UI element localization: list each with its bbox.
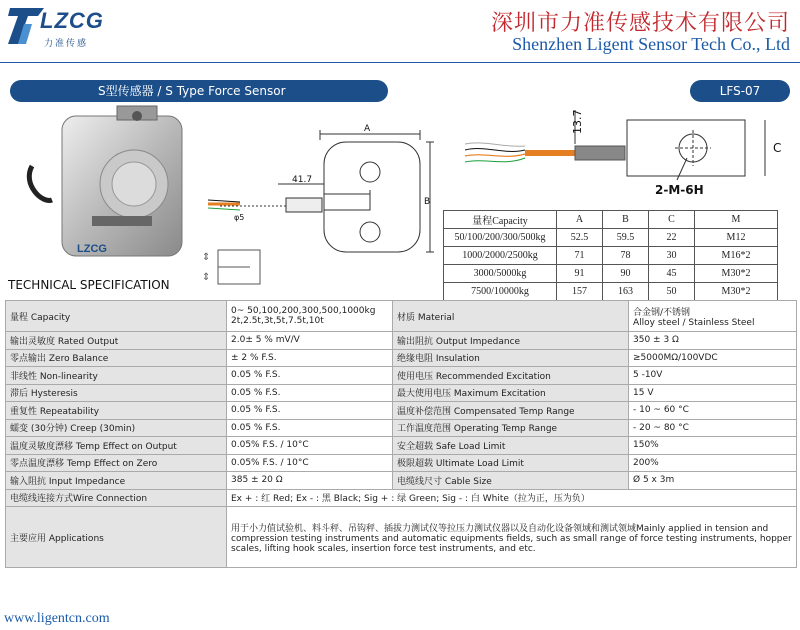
material-line-2: Alloy steel / Stainless Steel (633, 317, 755, 328)
wire-connection-value: Ex + : 红 Red; Ex - : 黑 Black; Sig + : 绿 Green; Sig - : 白 White（拉为正，压为负） (227, 489, 797, 507)
thread-label: 2-M-6H (655, 183, 704, 197)
material-line-1: 合金钢/不锈钢 (633, 307, 691, 318)
spec-value: 2.0± 5 % mV/V (227, 332, 393, 350)
spec-value: 0.05% F.S. / 10°C (227, 437, 393, 455)
dimension-table (443, 210, 778, 301)
table-row (6, 402, 797, 420)
table-row (444, 229, 778, 247)
table-row (444, 265, 778, 283)
spec-label: 材质 Material (393, 301, 629, 332)
top-dimension-drawing (455, 100, 795, 200)
tech-spec-title: TECHNICAL SPECIFICATION (8, 278, 170, 292)
spec-value: - 20 ~ 80 °C (629, 419, 797, 437)
dim-cell: M30*2 (695, 283, 778, 301)
table-row (6, 419, 797, 437)
dim-cell: 1000/2000/2500kg (444, 247, 557, 265)
dim-cell: 50/100/200/300/500kg (444, 229, 557, 247)
spec-value: 350 ± 3 Ω (629, 332, 797, 350)
spec-label: 蠕变 (30分钟) Creep (30min) (6, 419, 227, 437)
company-name-en: Shenzhen Ligent Sensor Tech Co., Ltd (512, 34, 790, 54)
dim-cell: 22 (649, 229, 695, 247)
dim-phi5-label: φ5 (234, 213, 245, 222)
spec-label: 极限超载 Ultimate Load Limit (393, 454, 629, 472)
spec-label: 输出阻抗 Output Impedance (393, 332, 629, 350)
header-divider (0, 62, 800, 63)
dim-b-label: B (424, 197, 431, 207)
spec-label: 输入阻抗 Input Impedance (6, 472, 227, 490)
dim-header-b: B (603, 211, 649, 229)
table-row (6, 332, 797, 350)
spec-label: 零点输出 Zero Balance (6, 349, 227, 367)
table-row (6, 437, 797, 455)
logo-subtext: 力准传感 (44, 39, 89, 49)
spec-value: 0.05 % F.S. (227, 367, 393, 385)
spec-value (227, 301, 393, 332)
tension-arrow-icon: ⇕ (202, 252, 211, 263)
dim-cell: 91 (557, 265, 603, 283)
spec-label: 主要应用 Applications (6, 507, 227, 568)
table-row (444, 247, 778, 265)
dim-cell: 50 (649, 283, 695, 301)
spec-value: 0.05 % F.S. (227, 419, 393, 437)
compression-arrow-icon: ⇕ (202, 272, 211, 283)
spec-label: 绝缘电阻 Insulation (393, 349, 629, 367)
table-row (6, 489, 797, 507)
dim-41-7-label: 41.7 (292, 175, 313, 185)
spec-value: 15 V (629, 384, 797, 402)
dim-cell: M16*2 (695, 247, 778, 265)
table-row (6, 507, 797, 568)
spec-value: 385 ± 20 Ω (227, 472, 393, 490)
spec-label: 重复性 Repeatability (6, 402, 227, 420)
spec-label: 最大使用电压 Maximum Excitation (393, 384, 629, 402)
application-line-1: 用于小力值试验机、料斗秤、吊钩秤、插拔力测试仪等拉压力测试仪器以及自动化设备领域和测试领域Mainly applied in tension and (231, 523, 769, 534)
table-row (6, 472, 797, 490)
table-row (6, 384, 797, 402)
spec-label: 输出灵敏度 Rated Output (6, 332, 227, 350)
dim-cell: 71 (557, 247, 603, 265)
spec-table (5, 300, 797, 568)
table-row (6, 454, 797, 472)
spec-label: 安全超载 Safe Load Limit (393, 437, 629, 455)
application-line-2: compression testing instruments and automatic equipments fields, such as small range of force testing instruments, hopper (231, 533, 792, 544)
spec-label: 电缆线连接方式Wire Connection (6, 489, 227, 507)
spec-value: 5 -10V (629, 367, 797, 385)
spec-label: 滞后 Hysteresis (6, 384, 227, 402)
spec-value: 0.05% F.S. / 10°C (227, 454, 393, 472)
spec-label: 电缆线尺寸 Cable Size (393, 472, 629, 490)
model-banner: LFS-07 (690, 80, 790, 102)
logo-text: LZCG (40, 8, 104, 33)
table-row (444, 283, 778, 301)
spec-label: 温度灵敏度漂移 Temp Effect on Output (6, 437, 227, 455)
spec-label: 量程 Capacity (6, 301, 227, 332)
dim-a-label: A (364, 124, 371, 134)
dim-cell: 3000/5000kg (444, 265, 557, 283)
table-row (6, 349, 797, 367)
capacity-line-1: 0~ 50,100,200,300,500,1000kg (231, 306, 376, 316)
table-row (6, 301, 797, 332)
dim-cell: M12 (695, 229, 778, 247)
dim-13-7-label: 13.7 (571, 109, 584, 134)
capacity-line-2: 2t,2.5t,3t,5t,7.5t,10t (231, 316, 324, 326)
spec-label: 非线性 Non-linearity (6, 367, 227, 385)
sensor-type-banner: S型传感器 / S Type Force Sensor (10, 80, 388, 102)
application-line-3: scales, lifting hook scales, insertion force test instruments, and etc. (231, 543, 536, 554)
spec-value: ± 2 % F.S. (227, 349, 393, 367)
applications-value (227, 507, 797, 568)
company-name-cn: 深圳市力准传感技术有限公司 (490, 11, 790, 36)
table-row (6, 367, 797, 385)
dim-cell: 163 (603, 283, 649, 301)
spec-value: Ø 5 x 3m (629, 472, 797, 490)
spec-value: - 10 ~ 60 °C (629, 402, 797, 420)
dim-cell: 52.5 (557, 229, 603, 247)
dim-header-m: M (695, 211, 778, 229)
dim-cell: 59.5 (603, 229, 649, 247)
product-photo (22, 104, 212, 274)
spec-value: 200% (629, 454, 797, 472)
dim-cell: 30 (649, 247, 695, 265)
spec-label: 使用电压 Recommended Excitation (393, 367, 629, 385)
spec-value: 0.05 % F.S. (227, 384, 393, 402)
spec-value (629, 301, 797, 332)
dim-cell: 7500/10000kg (444, 283, 557, 301)
spec-value: ≥5000MΩ/100VDC (629, 349, 797, 367)
dim-cell: 45 (649, 265, 695, 283)
dim-cell: 78 (603, 247, 649, 265)
dim-cell: M30*2 (695, 265, 778, 283)
dim-cell: 90 (603, 265, 649, 283)
side-dimension-drawing (200, 120, 440, 290)
spec-label: 工作温度范围 Operating Temp Range (393, 419, 629, 437)
spec-label: 温度补偿范围 Compensated Temp Range (393, 402, 629, 420)
dim-c-label: C (773, 141, 782, 155)
dim-header-capacity: 量程Capacity (444, 211, 557, 229)
spec-label: 零点温度漂移 Temp Effect on Zero (6, 454, 227, 472)
dim-header-c: C (649, 211, 695, 229)
photo-logo-label: LZCG (77, 243, 107, 255)
company-logo (4, 4, 134, 52)
dim-header-a: A (557, 211, 603, 229)
footer-website-link[interactable]: www.ligentcn.com (4, 611, 110, 626)
dim-cell: 157 (557, 283, 603, 301)
dim-table-header (444, 211, 778, 229)
spec-value: 0.05 % F.S. (227, 402, 393, 420)
spec-value: 150% (629, 437, 797, 455)
